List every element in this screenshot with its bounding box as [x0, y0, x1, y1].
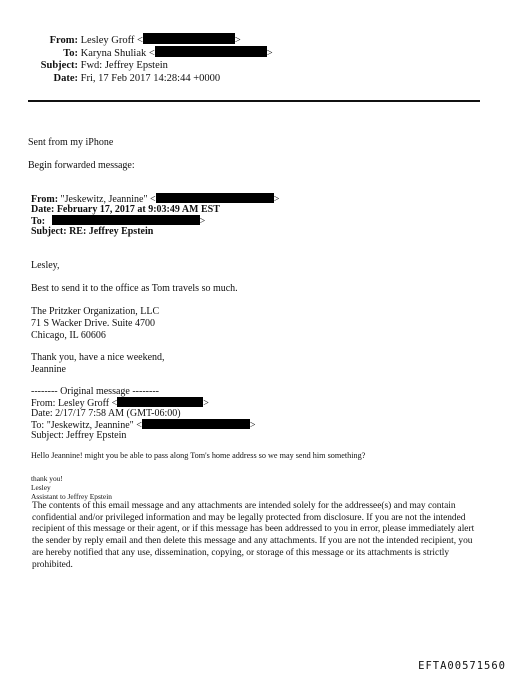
sent-from-text: Sent from my iPhone [28, 137, 114, 148]
bracket: > [249, 420, 256, 431]
fwd-from-value: "Jeskewitz, Jeannine" < [60, 194, 156, 205]
redaction-block [52, 215, 200, 225]
fwd-date-label: Date: [31, 204, 55, 215]
orig-sig-title: Assistant to Jeffrey Epstein [31, 492, 112, 501]
header-date-row [0, 72, 220, 85]
orig-message: Hello Jeannine! might you be able to pass along Tom's home address so we may send him something? [31, 451, 366, 460]
reply-greeting: Lesley, [31, 260, 60, 271]
fwd-subject-value: RE: Jeffrey Epstein [69, 226, 154, 237]
orig-subject-text: Subject: Jeffrey Epstein [31, 430, 127, 441]
header-from-label: From: [49, 35, 78, 46]
bracket: > [273, 194, 280, 205]
header-divider [28, 100, 480, 102]
redaction-block [155, 46, 267, 57]
reply-signature: Jeannine [31, 364, 66, 375]
header-to-name: Karyna Shuliak < [80, 48, 155, 59]
reply-line1: Best to send it to the office as Tom travels so much. [31, 283, 238, 294]
fwd-subject-row [31, 226, 153, 238]
org-city: Chicago, IL 60606 [31, 330, 106, 341]
fwd-date-value: February 17, 2017 at 9:03:49 AM EST [56, 204, 220, 215]
orig-from-text: From: Lesley Groff < [31, 398, 118, 409]
bracket: > [203, 398, 209, 409]
orig-sig-name: Lesley [31, 483, 51, 492]
begin-forwarded-text: Begin forwarded message: [28, 160, 135, 171]
header-date-label: Date: [53, 73, 78, 84]
orig-date-text: Date: 2/17/17 7:58 AM (GMT-06:00) [31, 408, 181, 419]
fwd-subject-label: Subject: [31, 226, 67, 237]
org-street: 71 S Wacker Drive. Suite 4700 [31, 318, 155, 329]
document-id: EFTA00571560 [418, 660, 506, 672]
header-date-value: Fri, 17 Feb 2017 14:28:44 +0000 [80, 73, 221, 84]
redaction-block [156, 193, 274, 203]
header-subject-value: Fwd: Jeffrey Epstein [80, 60, 168, 71]
fwd-from-label: From: [31, 194, 59, 205]
redaction-block [143, 33, 235, 44]
header-subject-row [0, 59, 168, 72]
bracket: > [266, 48, 273, 59]
header-subject-label: Subject: [40, 60, 78, 71]
orig-thank-you: thank you! [31, 474, 63, 483]
bracket: > [234, 35, 241, 46]
header-from-row [0, 33, 241, 47]
orig-to-text: To: "Jeskewitz, Jeannine" < [31, 420, 142, 431]
confidentiality-disclaimer: The contents of this email message and any attachments are intended solely for the addressee(s) and may contain confidential and/or privileged information and may be legally protected from disclosure. If you are not the intended recipient of this message or their agent, or if this message has been addressed to you in error, please immediately alert the sender by reply email and then delete this message and any attachments. If you are not the intended recipient, you are hereby notified that any use, dissemination, copying, or storage of this message or its attachments is strictly prohibited. [32, 501, 475, 570]
bracket: > [199, 216, 206, 227]
header-to-label: To: [63, 48, 78, 59]
redaction-block [117, 397, 203, 407]
original-divider: -------- Original message -------- [31, 386, 159, 397]
header-from-name: Lesley Groff < [80, 35, 143, 46]
redaction-block [142, 419, 250, 429]
fwd-to-label: To: [31, 216, 46, 227]
org-name: The Pritzker Organization, LLC [31, 306, 160, 317]
reply-thanks: Thank you, have a nice weekend, [31, 352, 165, 363]
header-to-row [0, 46, 273, 60]
